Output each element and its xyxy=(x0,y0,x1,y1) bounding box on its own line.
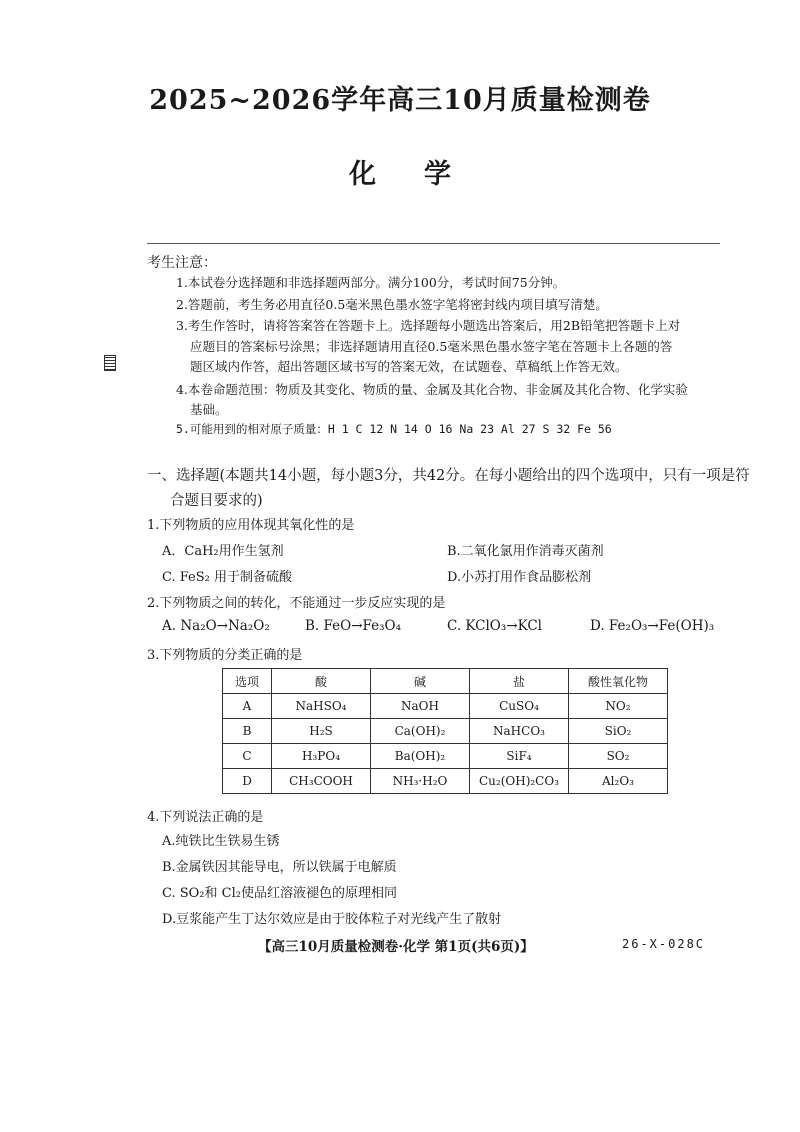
q4-option-b: B.金属铁因其能导电，所以铁属于电解质 xyxy=(162,860,397,875)
q3-stem: 3.下列物质的分类正确的是 xyxy=(147,648,303,663)
q2-option-d: D. Fe₂O₃→Fe(OH)₃ xyxy=(590,618,715,634)
notice-item-4-cont: 基础。 xyxy=(190,402,228,417)
notice-item-4: 4.本卷命题范围：物质及其变化、物质的量、金属及其化合物、非金属及其化合物、化学实验 xyxy=(176,382,688,397)
notice-item-3: 3.考生作答时，请将答案答在答题卡上。选择题每小题选出答案后，用2B铅笔把答题卡上对 xyxy=(176,318,681,333)
table-cell: Al₂O₃ xyxy=(569,769,668,794)
q2-option-b: B. FeO→Fe₃O₄ xyxy=(305,618,402,634)
table-header-row xyxy=(223,669,668,694)
table-cell: CH₃COOH xyxy=(272,769,371,794)
table-cell: NaHSO₄ xyxy=(272,694,371,719)
notice-item-1: 1.本试卷分选择题和非选择题两部分。满分100分，考试时间75分钟。 xyxy=(176,275,566,290)
q1-option-d: D.小苏打用作食品膨松剂 xyxy=(447,570,592,585)
section-1-heading: 一、选择题(本题共14小题，每小题3分，共42分。在每小题给出的四个选项中，只有一项是符 xyxy=(147,468,750,484)
table-row xyxy=(223,719,668,744)
paper-code: 26-X-028C xyxy=(622,937,706,951)
notice-heading: 考生注意： xyxy=(147,255,217,271)
q2-option-c: C. KClO₃→KCl xyxy=(447,618,542,634)
notice-item-2: 2.答题前，考生务必用直径0.5毫米黑色墨水签字笔将密封线内项目填写清楚。 xyxy=(176,297,608,312)
section-1-heading-cont: 合题目要求的) xyxy=(170,493,263,509)
table-cell: NaHCO₃ xyxy=(470,719,569,744)
table-cell: SO₂ xyxy=(569,744,668,769)
header-divider xyxy=(147,243,720,244)
q1-option-a: A．CaH₂用作生氢剂 xyxy=(162,544,284,559)
table-row xyxy=(223,694,668,719)
q1-option-c: C. FeS₂ 用于制备硫酸 xyxy=(162,570,293,585)
table-header-cell: 碱 xyxy=(371,669,470,694)
q2-option-a: A. Na₂O→Na₂O₂ xyxy=(162,618,270,634)
q4-option-c: C. SO₂和 Cl₂使品红溶液褪色的原理相同 xyxy=(162,886,397,901)
q1-option-b: B.二氧化氯用作消毒灭菌剂 xyxy=(447,544,604,559)
table-cell: H₂S xyxy=(272,719,371,744)
q4-stem: 4.下列说法正确的是 xyxy=(147,810,264,825)
subject-title: 化学 xyxy=(349,159,499,190)
table-cell: NO₂ xyxy=(569,694,668,719)
table-cell: Ba(OH)₂ xyxy=(371,744,470,769)
q4-option-a: A.纯铁比生铁易生锈 xyxy=(162,834,280,849)
table-cell: NH₃·H₂O xyxy=(371,769,470,794)
table-header-cell: 盐 xyxy=(470,669,569,694)
table-cell: A xyxy=(223,694,272,719)
table-cell: SiO₂ xyxy=(569,719,668,744)
table-cell: D xyxy=(223,769,272,794)
notice-item-3-cont: 应题目的答案标号涂黑；非选择题请用直径0.5毫米黑色墨水签字笔在答题卡上各题的答 xyxy=(190,339,673,354)
q1-stem: 1.下列物质的应用体现其氧化性的是 xyxy=(147,518,355,533)
table-cell: C xyxy=(223,744,272,769)
notice-item-3-cont2: 题区域内作答，超出答题区域书写的答案无效，在试题卷、草稿纸上作答无效。 xyxy=(190,359,628,374)
table-cell: H₃PO₄ xyxy=(272,744,371,769)
table-header-cell: 选项 xyxy=(223,669,272,694)
table-cell: SiF₄ xyxy=(470,744,569,769)
notice-item-5: 5.可能用到的相对原子质量：H 1 C 12 N 14 O 16 Na 23 Al 27 S 32 Fe 56 xyxy=(176,422,612,436)
q2-stem: 2.下列物质之间的转化，不能通过一步反应实现的是 xyxy=(147,596,446,611)
table-cell: Ca(OH)₂ xyxy=(371,719,470,744)
table-cell: Cu₂(OH)₂CO₃ xyxy=(470,769,569,794)
table-cell: CuSO₄ xyxy=(470,694,569,719)
table-cell: NaOH xyxy=(371,694,470,719)
classification-table xyxy=(222,668,668,794)
table-header-cell: 酸性氧化物 xyxy=(569,669,668,694)
binding-margin-mark xyxy=(104,355,116,371)
exam-title: 2025~2026学年高三10月质量检测卷 xyxy=(149,85,651,116)
page-footer: 【高三10月质量检测卷·化学 第1页(共6页)】 xyxy=(258,939,534,955)
table-header-cell: 酸 xyxy=(272,669,371,694)
table-row xyxy=(223,744,668,769)
table-cell: B xyxy=(223,719,272,744)
table-row xyxy=(223,769,668,794)
q4-option-d: D.豆浆能产生丁达尔效应是由于胶体粒子对光线产生了散射 xyxy=(162,912,502,927)
